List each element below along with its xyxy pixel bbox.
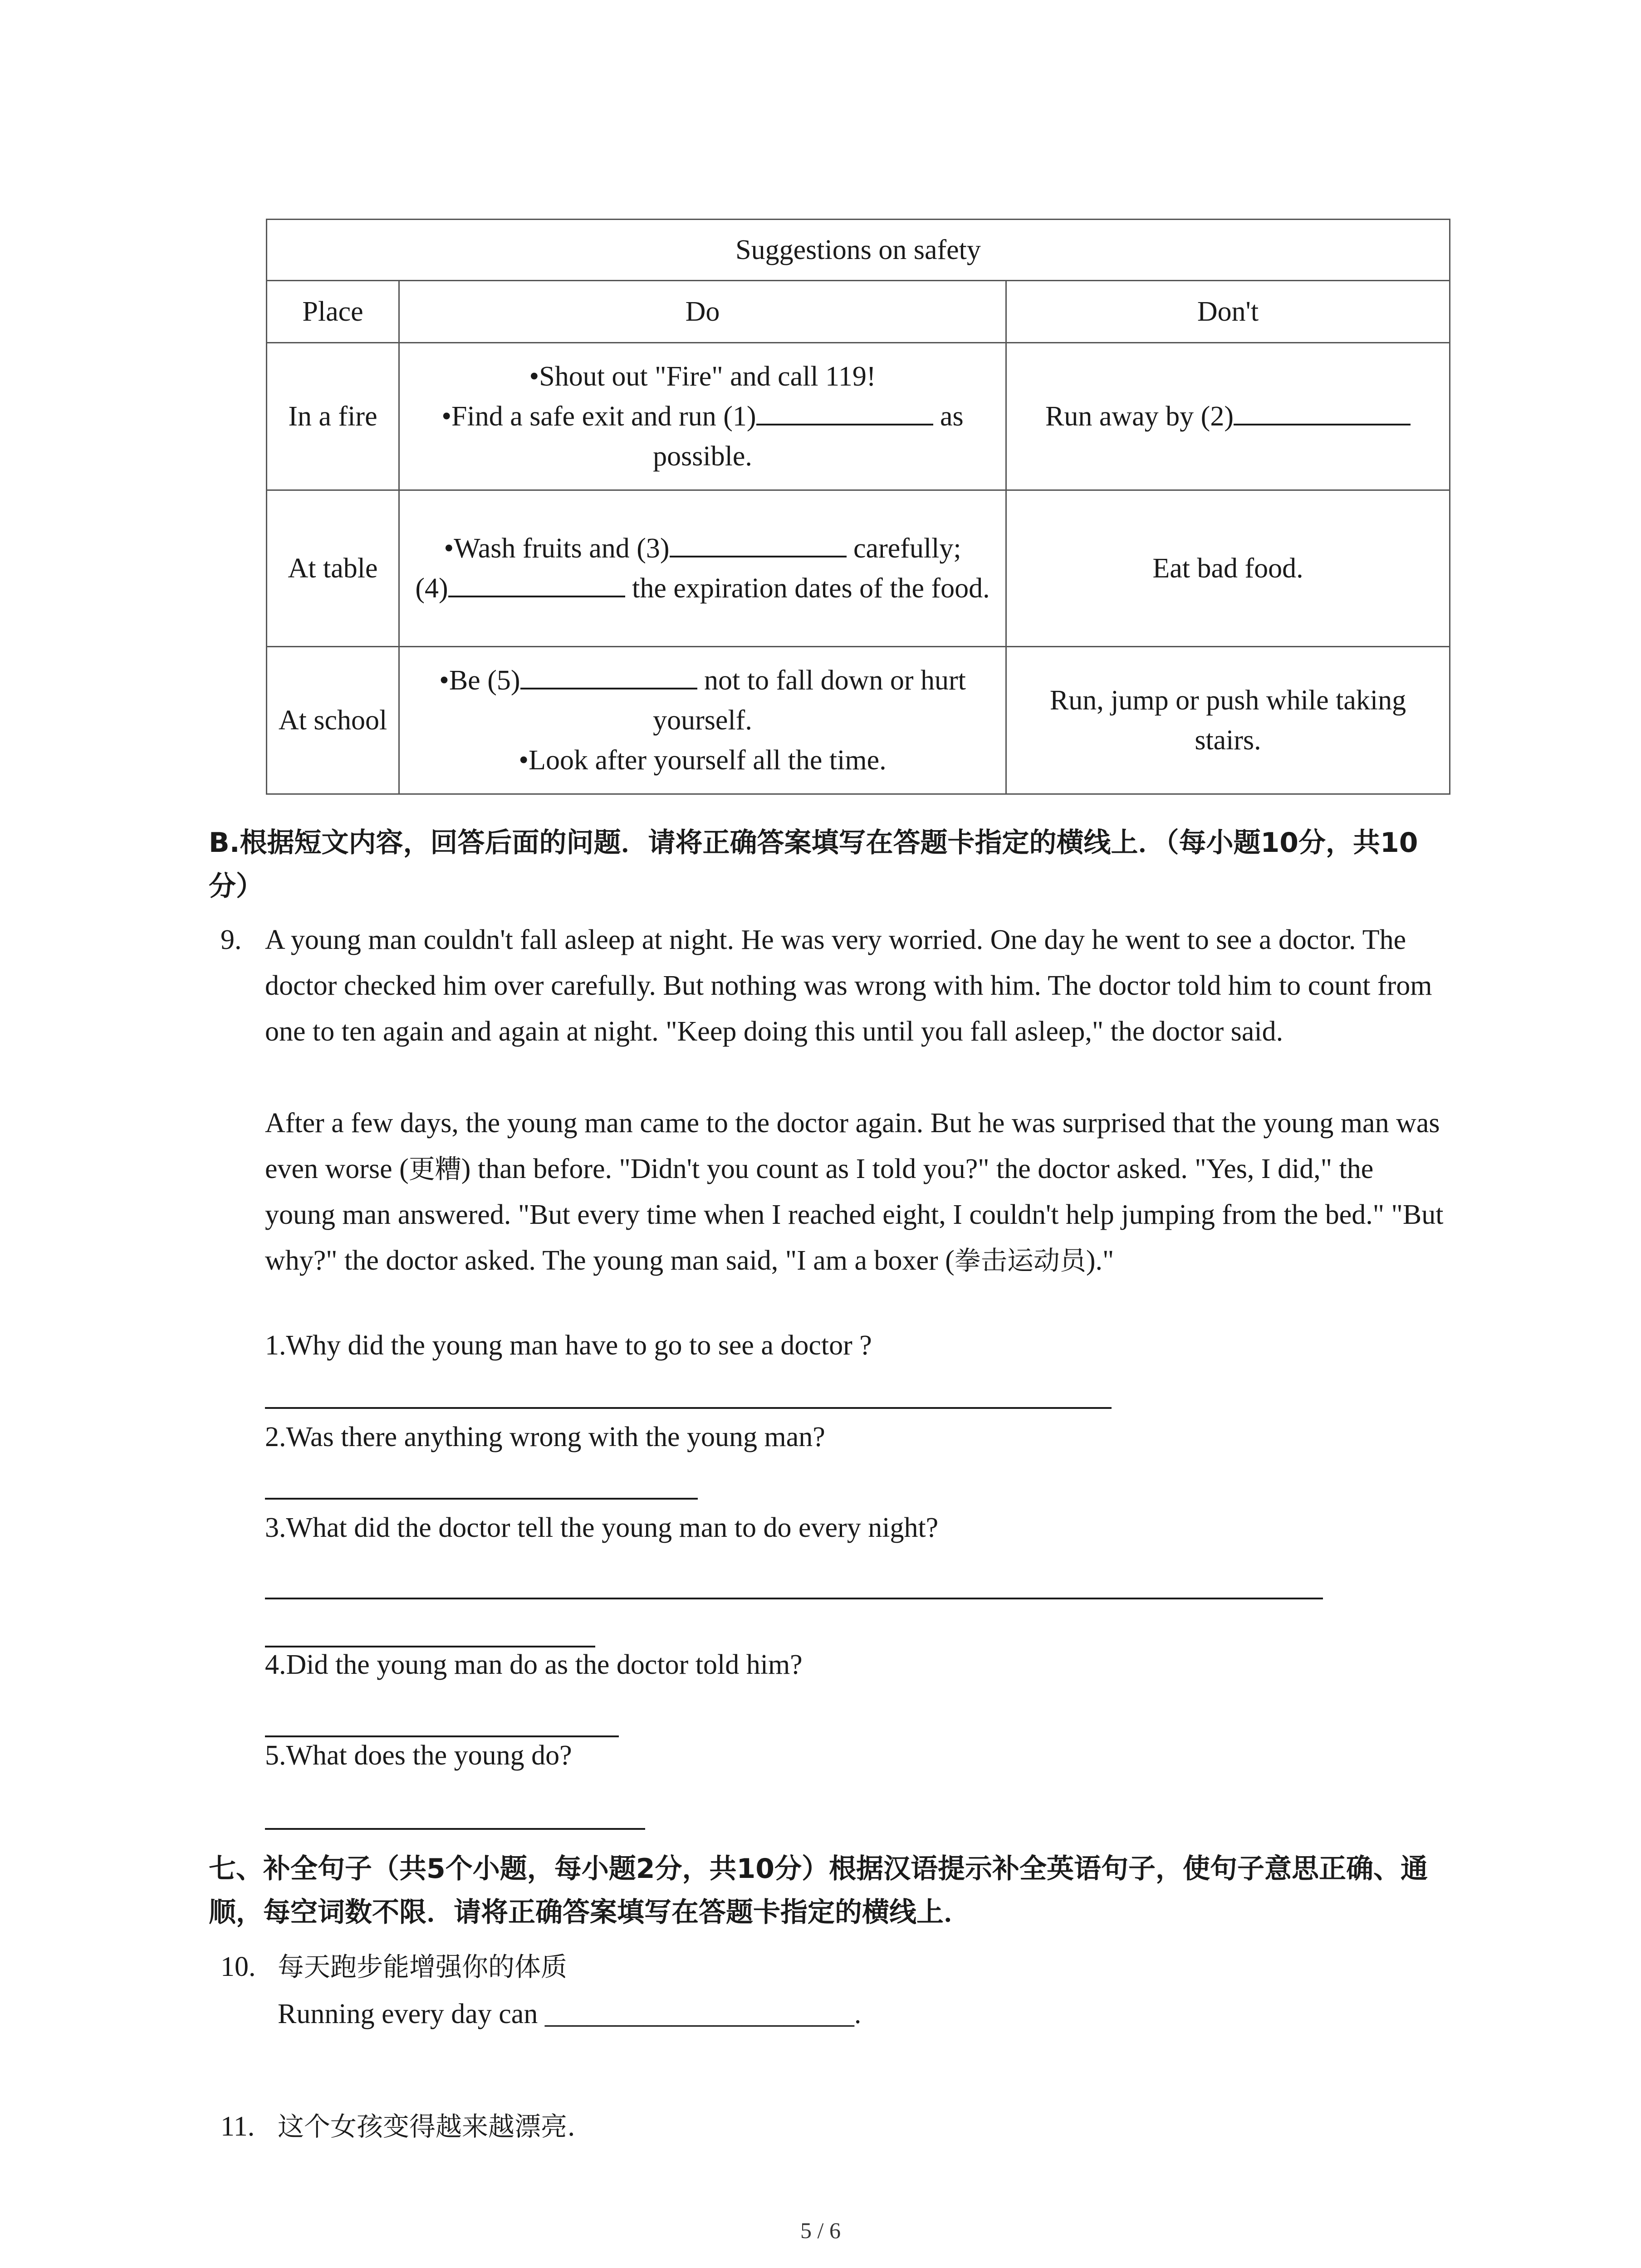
do-line: •Look after yourself all the time.	[519, 745, 887, 776]
table-header-row	[267, 281, 1450, 343]
question-4: 4.Did the young man do as the doctor told him?	[265, 1649, 803, 1680]
answer-blank-2[interactable]	[1234, 397, 1411, 425]
do-line: •Be (5) not to fall down or hurt yourself.	[411, 660, 994, 740]
do-cell	[399, 647, 1006, 794]
question-1: 1.Why did the young man have to go to see a doctor ?	[265, 1330, 872, 1361]
table-row	[267, 490, 1450, 647]
answer-blank-1[interactable]	[756, 397, 933, 425]
header-do: Do	[399, 281, 1006, 343]
dont-cell: Eat bad food.	[1006, 490, 1450, 647]
place-cell: At table	[267, 490, 399, 647]
do-line: •Shout out "Fire" and call 119!	[529, 361, 876, 392]
table-title-row	[267, 220, 1450, 281]
do-cell	[399, 490, 1006, 647]
dont-cell: Run away by (2)	[1006, 343, 1450, 490]
answer-line[interactable]	[265, 1828, 645, 1830]
question-number: 11.	[220, 2111, 255, 2142]
question-2: 2.Was there anything wrong with the young man?	[265, 1422, 825, 1452]
header-dont: Don't	[1006, 281, 1450, 343]
do-cell	[399, 343, 1006, 490]
header-place: Place	[267, 281, 399, 343]
place-cell: At school	[267, 647, 399, 794]
table-row	[267, 343, 1450, 490]
answer-line[interactable]	[265, 1498, 698, 1500]
q10-chinese-prompt: 每天跑步能增强你的体质	[278, 1951, 568, 1982]
safety-table	[266, 219, 1450, 795]
q10-english-sentence: Running every day can ______________________.	[278, 1999, 862, 2029]
do-line: (4) the expiration dates of the food.	[411, 568, 994, 608]
passage-paragraph-1: A young man couldn't fall asleep at night. He was very worried. One day he went to see a doctor. The doctor checked him over carefully. But nothing was wrong with him. The doctor told him to count from one to ten again and again at night. "Keep doing this until you fall asleep," the doctor said.	[265, 924, 1432, 1047]
answer-blank-4[interactable]	[448, 569, 625, 597]
section-b-heading: B.根据短文内容，回答后面的问题．请将正确答案填写在答题卡指定的横线上．（每小题10分，共10分）	[209, 827, 1418, 902]
page-number: 5 / 6	[800, 2218, 841, 2243]
do-line: •Wash fruits and (3) carefully;	[411, 528, 994, 568]
question-number: 10.	[220, 1951, 256, 1982]
answer-blank-5[interactable]	[520, 661, 697, 689]
section-7-heading: 七、补全句子（共5个小题，每小题2分，共10分）根据汉语提示补全英语句子，使句子意思正确、通顺，每空词数不限．请将正确答案填写在答题卡指定的横线上．	[209, 1853, 1428, 1928]
place-cell: In a fire	[267, 343, 399, 490]
q11-chinese-prompt: 这个女孩变得越来越漂亮.	[278, 2111, 576, 2142]
question-5: 5.What does the young do?	[265, 1740, 572, 1771]
table-row	[267, 647, 1450, 794]
question-number: 9.	[220, 924, 242, 955]
question-3: 3.What did the doctor tell the young man to do every night?	[265, 1512, 939, 1543]
dont-cell: Run, jump or push while taking stairs.	[1006, 647, 1450, 794]
do-line: •Find a safe exit and run (1) as possible.	[411, 396, 994, 476]
answer-blank-3[interactable]	[670, 529, 847, 557]
table-title: Suggestions on safety	[267, 220, 1450, 281]
passage-paragraph-2: After a few days, the young man came to the doctor again. But he was surprised that the young man was even worse (更糟) than before. "Didn't you count as I told you?" the doctor asked. "Yes, I did," the young man answered. "But every time when I reached eight, I couldn't help jumping from the bed." "But why?" the doctor asked. The young man said, "I am a boxer (拳击运动员)."	[265, 1108, 1444, 1276]
answer-line[interactable]	[265, 1598, 1323, 1599]
answer-line[interactable]	[265, 1407, 1112, 1409]
